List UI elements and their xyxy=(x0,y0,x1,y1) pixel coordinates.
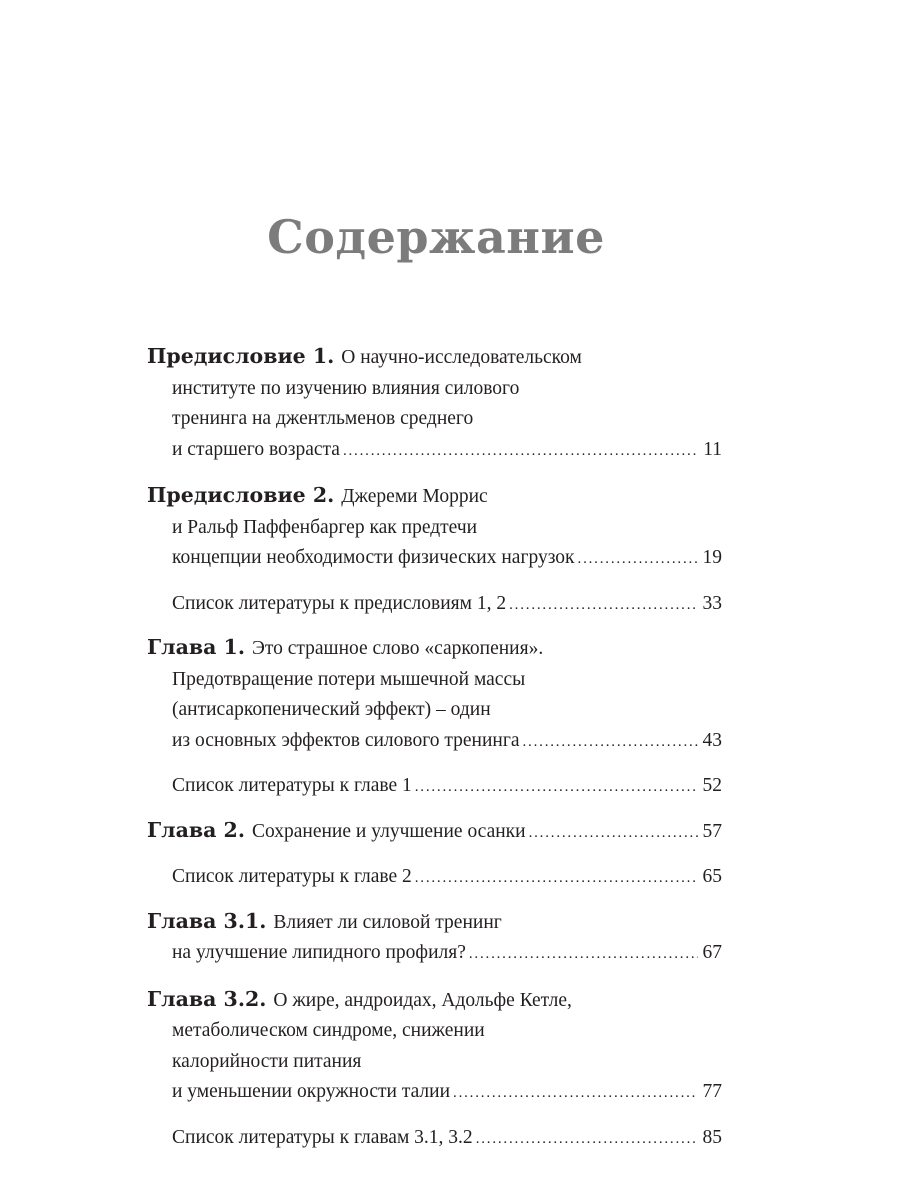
page-title: Содержание xyxy=(267,210,605,264)
dot-leader xyxy=(453,1078,697,1109)
page-number: 33 xyxy=(702,592,722,614)
toc-entry-text: Это страшное слово «саркопения». xyxy=(251,638,544,659)
page-number: 19 xyxy=(702,547,722,568)
toc-line xyxy=(147,1077,722,1109)
toc-entry-text: Влияет ли силовой тренинг xyxy=(273,911,502,933)
toc-entry xyxy=(147,906,722,970)
toc-line xyxy=(147,906,722,939)
dot-leader xyxy=(509,590,697,621)
toc-line xyxy=(147,404,722,435)
toc-line xyxy=(147,1016,722,1047)
toc-entry-text: институте по изучению влияния силового xyxy=(172,377,520,399)
toc-entry-label: Предисловие 1. xyxy=(147,344,335,368)
page-number: 65 xyxy=(702,866,722,887)
toc-entry xyxy=(147,589,722,621)
toc-entry-text: на улучшение липидного профиля? xyxy=(172,942,466,963)
toc-entry-text: концепции необходимости физических нагрузок xyxy=(172,547,575,568)
toc-entry xyxy=(147,771,722,803)
toc-entry-text: (антисаркопенический эффект) – один xyxy=(172,699,491,720)
toc-entry-text: Список литературы к главе 2 xyxy=(172,866,412,887)
toc-line xyxy=(147,513,722,544)
toc-entry-text: тренинга на джентльменов среднего xyxy=(172,408,474,429)
toc-line xyxy=(147,1123,722,1155)
toc-line xyxy=(147,771,722,803)
toc-line xyxy=(147,589,722,621)
toc-line xyxy=(147,815,722,849)
dot-leader xyxy=(415,772,698,803)
toc-entry-label: Глава 3.2. xyxy=(147,986,267,1011)
page-number: 11 xyxy=(703,438,722,460)
toc-line xyxy=(147,480,722,513)
toc-entry-text: и уменьшении окружности талии xyxy=(172,1081,451,1102)
toc-line xyxy=(147,984,722,1017)
toc-entry-text: и Ральф Паффенбаргер как предтечи xyxy=(172,516,478,538)
toc-entry xyxy=(147,480,722,575)
page-number: 77 xyxy=(702,1081,722,1102)
toc-line xyxy=(147,435,722,467)
dot-leader xyxy=(523,727,698,758)
toc-entry-text: О жире, андроидах, Адольфе Кетле, xyxy=(273,989,572,1011)
toc-line xyxy=(147,341,722,374)
toc-entry-text: из основных эффектов силового тренинга xyxy=(172,729,520,751)
toc-line xyxy=(147,543,722,575)
toc-entry-label: Глава 2. xyxy=(147,817,245,842)
toc-entry xyxy=(147,862,722,894)
page-number: 85 xyxy=(702,1126,722,1148)
dot-leader xyxy=(469,939,698,970)
toc-line xyxy=(147,1047,722,1078)
toc-entry-text: метаболическом синдроме, снижении xyxy=(172,1020,485,1041)
dot-leader xyxy=(343,436,698,467)
toc-line xyxy=(147,695,722,726)
dot-leader xyxy=(476,1124,698,1155)
toc-entry-text: Список литературы к главам 3.1, 3.2 xyxy=(172,1126,473,1148)
toc-line xyxy=(147,374,722,405)
toc-entry xyxy=(147,815,722,849)
toc-entry-text: Список литературы к главе 1 xyxy=(172,775,412,796)
toc-entry xyxy=(147,1123,722,1155)
toc-entry-label: Глава 3.1. xyxy=(147,908,267,933)
toc-line xyxy=(147,726,722,758)
dot-leader xyxy=(529,818,698,849)
page-number: 43 xyxy=(702,729,722,751)
page-number: 52 xyxy=(702,775,722,796)
toc-entry-text: О научно-исследовательском xyxy=(341,347,582,368)
toc-entry-label: Предисловие 2. xyxy=(147,483,335,507)
toc-entry-text: и старшего возраста xyxy=(172,438,340,460)
toc-entry xyxy=(147,632,722,757)
toc-entry-label: Глава 1. xyxy=(147,635,245,659)
toc-entry-text: Сохранение и улучшение осанки xyxy=(251,820,526,842)
toc-entry-text: Джереми Моррис xyxy=(341,486,488,507)
toc-entry-text: калорийности питания xyxy=(172,1050,362,1072)
dot-leader xyxy=(578,544,698,575)
toc-line xyxy=(147,938,722,970)
toc-line xyxy=(147,862,722,894)
toc-entry xyxy=(147,984,722,1109)
toc-line xyxy=(147,665,722,696)
toc-line xyxy=(147,632,722,665)
page-number: 67 xyxy=(702,942,722,963)
page-number: 57 xyxy=(702,820,722,842)
toc-entry-text: Список литературы к предисловиям 1, 2 xyxy=(172,592,507,614)
dot-leader xyxy=(415,863,698,894)
toc-entry xyxy=(147,341,722,466)
toc-entry-text: Предотвращение потери мышечной массы xyxy=(172,668,526,690)
table-of-contents xyxy=(147,341,722,1166)
